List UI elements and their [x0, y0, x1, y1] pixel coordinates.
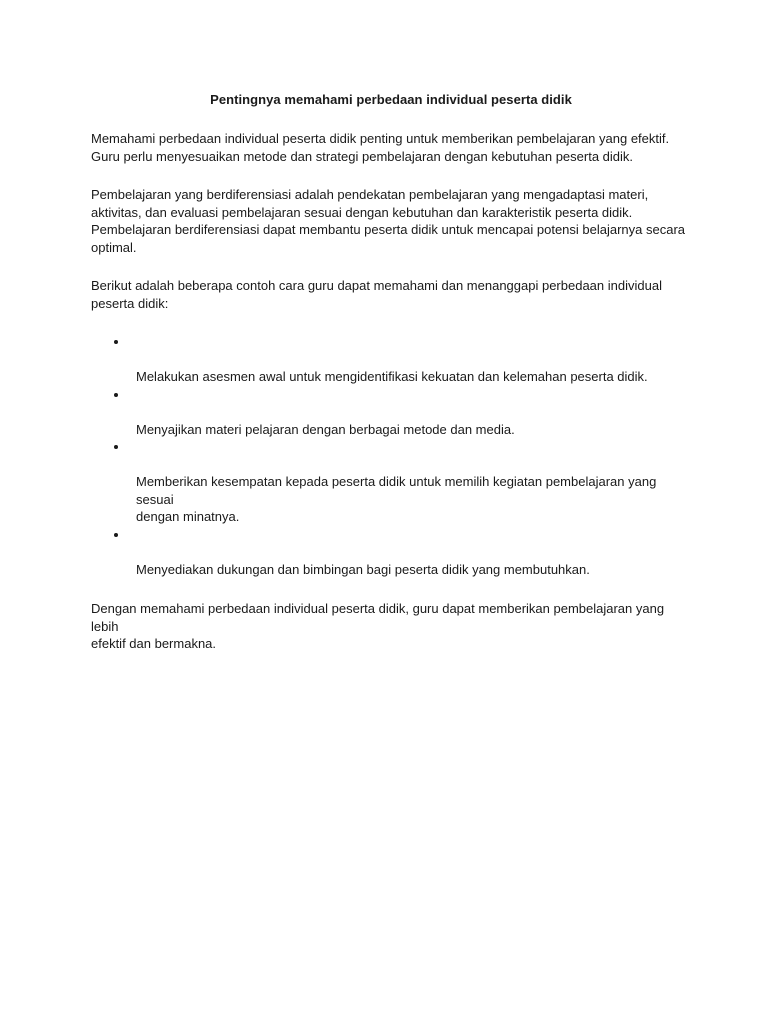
list-item [91, 438, 691, 526]
list-item [91, 526, 691, 579]
list-item-text: Melakukan asesmen awal untuk mengidentifikasi kekuatan dan kelemahan peserta didik. [136, 369, 648, 384]
list-item-text: Memberikan kesempatan kepada peserta didik untuk memilih kegiatan pembelajaran yang sesuai dengan minatnya. [136, 474, 657, 524]
paragraph-closing: Dengan memahami perbedaan individual peserta didik, guru dapat memberikan pembelajaran yang lebih efektif dan bermakna. [91, 601, 665, 651]
paragraph-examples-lead: Berikut adalah beberapa contoh cara guru dapat memahami dan menanggapi perbedaan individual peserta didik: [91, 278, 662, 311]
list-item-text: Menyajikan materi pelajaran dengan berbagai metode dan media. [136, 421, 515, 437]
bullet-dot-icon [114, 445, 118, 449]
document-body [91, 91, 691, 653]
bullet-list [91, 333, 691, 578]
bullet-dot-icon [114, 393, 118, 397]
list-item [91, 386, 691, 439]
paragraph-intro: Memahami perbedaan individual peserta didik penting untuk memberikan pembelajaran yang efektif. Guru perlu menyesuaikan metode dan strategi pembelajaran dengan kebutuhan peserta didik. [91, 131, 670, 164]
bullet-dot-icon [114, 340, 118, 344]
document-title: Pentingnya memahami perbedaan individual peserta didik [210, 92, 572, 107]
list-item-text: Menyediakan dukungan dan bimbingan bagi peserta didik yang membutuhkan. [136, 561, 590, 577]
paragraph-differentiation: Pembelajaran yang berdiferensiasi adalah pendekatan pembelajaran yang mengadaptasi materi, aktivitas, dan evaluasi pembelajaran sesuai dengan kebutuhan dan karakteristik peserta didik. Pembelajaran berdiferensiasi dapat membantu peserta didik untuk mencapai potensi belajarnya secara optimal. [91, 187, 686, 255]
bullet-dot-icon [114, 533, 118, 537]
list-item [91, 333, 691, 386]
